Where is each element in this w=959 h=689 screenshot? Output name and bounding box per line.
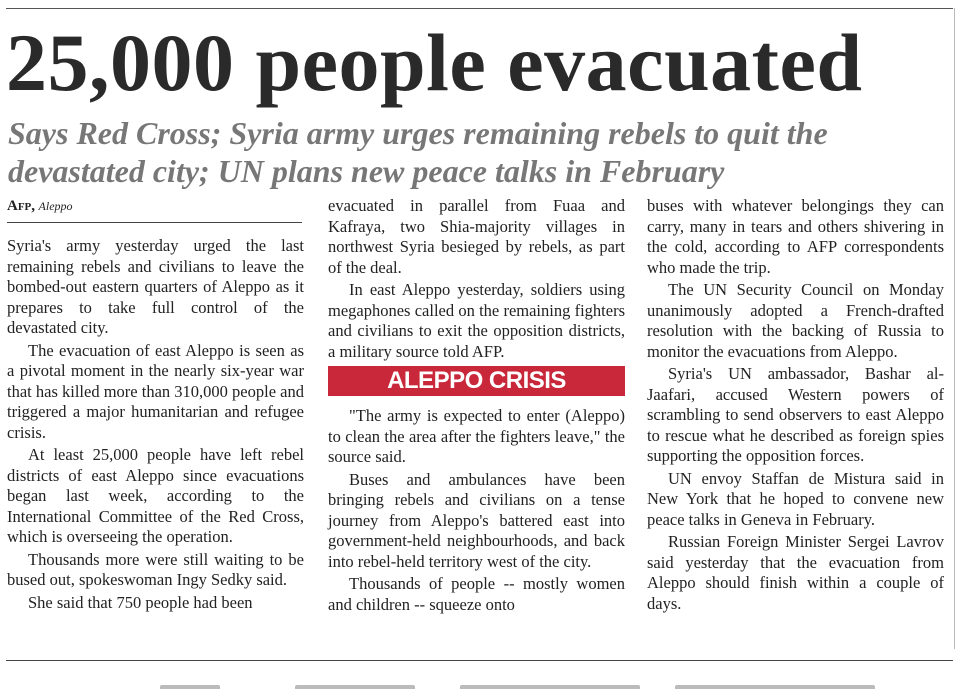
paragraph: The evacuation of east Aleppo is seen as a pivotal moment in the nearly six-year war that has killed more than 310,000 people and triggered a major humanitarian and refugee crisis. — [7, 340, 304, 442]
paragraph: Thousands of people -- mostly women and children -- squeeze onto — [328, 574, 625, 614]
byline-rule — [7, 222, 302, 223]
paragraph: Thousands more were still waiting to be bused out, spokeswoman Ingy Sedky said. — [7, 549, 304, 589]
paragraph: Syria's UN ambassador, Bashar al-Jaafari, accused Western powers of scrambling to send observers to east Aleppo to rescue what he described as foreign spies supporting the opposition forces. — [647, 364, 944, 465]
next-article-fragment — [160, 676, 929, 689]
paragraph: Syria's army yesterday urged the last remaining rebels and civilians to leave the bombed-out eastern quarters of Aleppo as it prepares to take full control of the devastated city. — [7, 236, 304, 337]
paragraph: UN envoy Staffan de Mistura said in New York that he hoped to convene new peace talks in Geneva in February. — [647, 468, 944, 529]
section-banner: ALEPPO CRISIS — [328, 366, 625, 396]
article-column-1 — [7, 236, 304, 615]
top-rule — [6, 8, 953, 9]
bottom-rule — [6, 660, 953, 661]
paragraph: "The army is expected to enter (Aleppo) to clean the area after the fighters leave," the source said. — [328, 406, 625, 466]
paragraph: evacuated in parallel from Fuaa and Kafraya, two Shia-majority villages in northwest Syria besieged by rebels, as part of the deal. — [328, 196, 625, 277]
paragraph: The UN Security Council on Monday unanimously adopted a French-drafted resolution with the backing of Russia to monitor the evacuations from Aleppo. — [647, 280, 944, 361]
paragraph: At least 25,000 people have left rebel districts of east Aleppo since evacuations began last week, according to the International Committee of the Red Cross, which is overseeing the operation. — [7, 445, 304, 546]
paragraph: She said that 750 people had been — [28, 592, 253, 612]
column-edge-rule — [954, 8, 955, 649]
byline — [7, 198, 73, 215]
byline-place: Aleppo — [38, 199, 73, 213]
headline: 25,000 people evacuated — [6, 17, 863, 108]
paragraph: buses with whatever belongings they can carry, many in tears and others shivering in the cold, according to AFP correspondents who made the trip. — [647, 196, 944, 277]
byline-agency: Afp, — [7, 198, 36, 214]
paragraph: Buses and ambulances have been bringing rebels and civilians on a tense journey from Aleppo's battered east into government-held neighbourhoods, and back into rebel-held territory west of the city. — [328, 469, 625, 571]
article-column-2 — [328, 196, 625, 617]
paragraph: Russian Foreign Minister Sergei Lavrov said yesterday that the evacuation from Aleppo should finish within a couple of days. — [647, 532, 944, 613]
paragraph: In east Aleppo yesterday, soldiers using megaphones called on the remaining fighters and civilians to exit the opposition districts, a military source told AFP. — [328, 280, 625, 361]
subheadline: Says Red Cross; Syria army urges remaining rebels to quit the devastated city; UN plans new peace talks in February — [8, 115, 828, 189]
article-column-3 — [647, 196, 944, 616]
